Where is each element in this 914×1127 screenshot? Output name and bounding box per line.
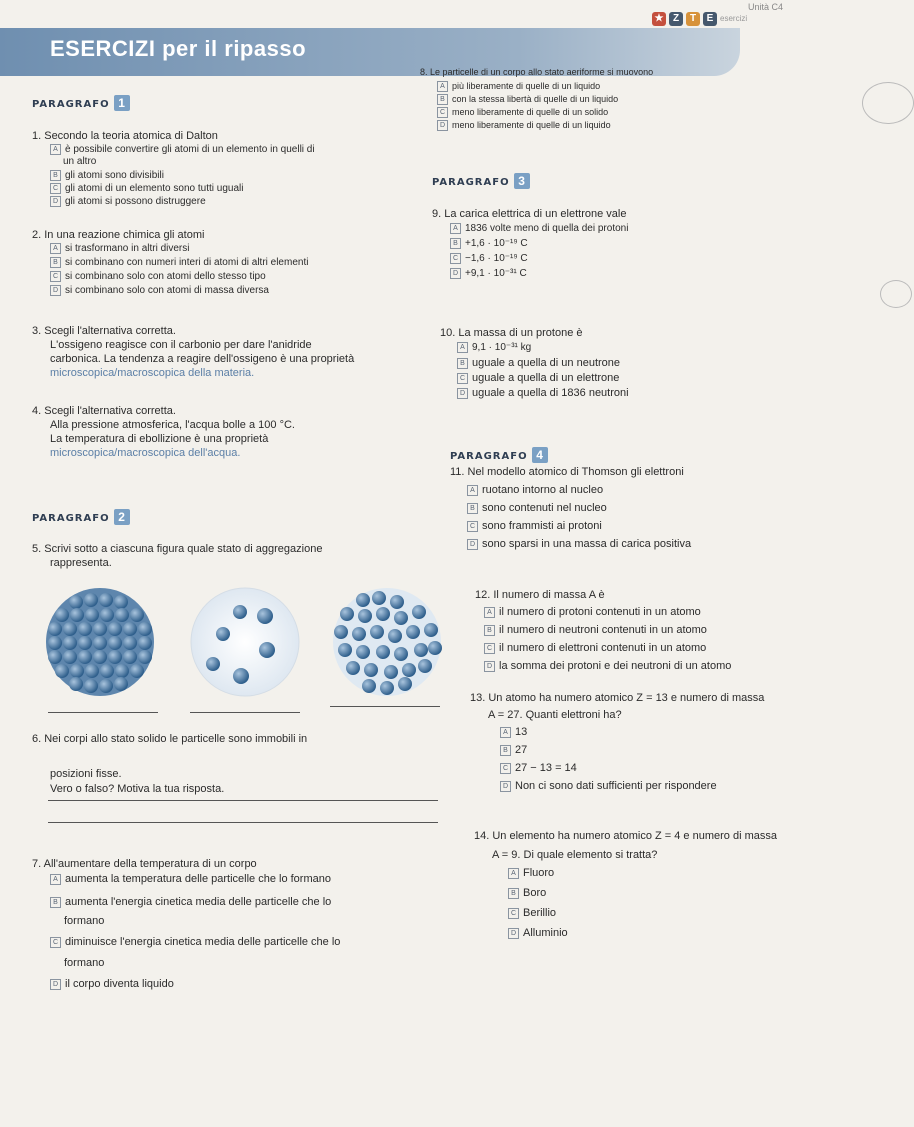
e-badge: E <box>703 12 717 26</box>
q14-option-c[interactable]: C Berillio <box>508 907 556 919</box>
states-figures <box>45 586 445 698</box>
q1-option-b[interactable]: B gli atomi sono divisibili <box>50 170 164 182</box>
gas-figure <box>191 588 299 696</box>
q8-option-c[interactable]: C meno liberamente di quelle di un solido <box>437 106 608 118</box>
q14-option-b[interactable]: B Boro <box>508 887 546 899</box>
q1-option-d[interactable]: D gli atomi si possono distruggere <box>50 196 206 208</box>
question-13: 13. Un atomo ha numero atomico Z = 13 e numero di massa <box>470 692 765 704</box>
q10-option-b[interactable]: B uguale a quella di un neutrone <box>457 357 620 369</box>
q7-option-c-cont: formano <box>64 957 105 969</box>
badges-tail: esercizi <box>720 14 748 23</box>
q13-line-2: A = 27. Quanti elettroni ha? <box>488 709 622 721</box>
q8-option-b[interactable]: B con la stessa libertà di quelle di un liquido <box>437 93 618 105</box>
q2-option-d[interactable]: D si combinano solo con atomi di massa diversa <box>50 285 269 297</box>
q4-line-1: Alla pressione atmosferica, l'acqua bolle a 100 °C. <box>50 419 295 431</box>
star-badge: ★ <box>652 12 666 26</box>
option-letter: A <box>50 144 61 155</box>
q10-option-c[interactable]: C uguale a quella di un elettrone <box>457 372 619 384</box>
question-1: 1. Secondo la teoria atomica di Dalton <box>32 130 218 142</box>
q3-choice[interactable]: microscopica/macroscopica della materia. <box>50 367 255 379</box>
question-5: 5. Scrivi sotto a ciascuna figura quale stato di aggregazione <box>32 543 323 555</box>
page-title: ESERCIZI per il ripasso <box>50 36 307 61</box>
q4-line-2: La temperatura di ebollizione è una proprietà <box>50 433 269 445</box>
q9-option-d[interactable]: D +9,1 · 10⁻³¹ C <box>450 268 527 280</box>
section-heading-1 <box>32 94 130 112</box>
q14-line-2: A = 9. Di quale elemento si tratta? <box>492 849 658 861</box>
q10-option-a[interactable]: A 9,1 · 10⁻³¹ kg <box>457 342 531 354</box>
badge-strip <box>652 12 717 26</box>
section-label: PARAGRAFO <box>32 99 110 110</box>
answer-line-liquid[interactable] <box>330 706 440 707</box>
q1-option-a-cont: un altro <box>63 156 97 167</box>
q7-option-a[interactable]: A aumenta la temperatura delle particelle che lo formano <box>50 873 331 885</box>
q2-option-c[interactable]: C si combinano solo con atomi dello stesso tipo <box>50 271 266 283</box>
q12-option-d[interactable]: D la somma dei protoni e dei neutroni di un atomo <box>484 660 731 672</box>
question-9: 9. La carica elettrica di un elettrone vale <box>432 208 627 220</box>
q3-line-1: L'ossigeno reagisce con il carbonio per dare l'anidride <box>50 339 312 351</box>
q14-option-a[interactable]: A Fluoro <box>508 867 554 879</box>
question-6: 6. Nei corpi allo stato solido le particelle sono immobili in <box>32 733 308 745</box>
q7-option-b-cont: formano <box>64 915 105 927</box>
t-badge: T <box>686 12 700 26</box>
section-number: 1 <box>114 95 130 111</box>
q5-line-2: rappresenta. <box>50 557 112 569</box>
answer-line-q6-1[interactable] <box>48 800 438 801</box>
q10-option-d[interactable]: D uguale a quella di 1836 neutroni <box>457 387 629 399</box>
question-8: 8. Le particelle di un corpo allo stato aeriforme si muovono <box>420 67 654 77</box>
answer-line-solid[interactable] <box>48 712 158 713</box>
q4-choice[interactable]: microscopica/macroscopica dell'acqua. <box>50 447 241 459</box>
q11-option-a[interactable]: A ruotano intorno al nucleo <box>467 484 603 496</box>
q1-option-c[interactable]: C gli atomi di un elemento sono tutti uguali <box>50 183 243 195</box>
q11-option-d[interactable]: D sono sparsi in una massa di carica positiva <box>467 538 691 550</box>
liquid-figure <box>333 588 442 696</box>
margin-deco <box>862 82 914 124</box>
q3-line-2: carbonica. La tendenza a reagire dell'ossigeno è una proprietà <box>50 353 355 365</box>
question-4: 4. Scegli l'alternativa corretta. <box>32 405 176 417</box>
question-11: 11. Nel modello atomico di Thomson gli elettroni <box>450 466 684 478</box>
q2-option-a[interactable]: A si trasformano in altri diversi <box>50 243 189 255</box>
margin-deco <box>880 280 912 308</box>
q12-option-a[interactable]: A il numero di protoni contenuti in un atomo <box>484 606 701 618</box>
question-7: 7. All'aumentare della temperatura di un corpo <box>32 858 257 870</box>
q6-line-2: posizioni fisse. <box>50 768 122 780</box>
q9-option-b[interactable]: B +1,6 · 10⁻¹⁹ C <box>450 238 528 250</box>
q12-option-c[interactable]: C il numero di elettroni contenuti in un atomo <box>484 642 706 654</box>
q11-option-c[interactable]: C sono frammisti ai protoni <box>467 520 602 532</box>
q7-option-d[interactable]: D il corpo diventa liquido <box>50 978 174 990</box>
q8-option-d[interactable]: D meno liberamente di quelle di un liquido <box>437 119 611 131</box>
question-12: 12. Il numero di massa A è <box>475 589 605 601</box>
answer-line-q6-2[interactable] <box>48 822 438 823</box>
q6-line-3: Vero o falso? Motiva la tua risposta. <box>50 783 225 795</box>
solid-figure <box>46 588 154 696</box>
unit-label: Unità C4 <box>748 2 784 12</box>
question-2: 2. In una reazione chimica gli atomi <box>32 229 205 241</box>
q14-option-d[interactable]: D Alluminio <box>508 927 568 939</box>
q13-option-c[interactable]: C 27 − 13 = 14 <box>500 762 577 774</box>
q9-option-c[interactable]: C −1,6 · 10⁻¹⁹ C <box>450 253 528 265</box>
q7-option-b[interactable]: B aumenta l'energia cinetica media delle particelle che lo <box>50 896 331 908</box>
q9-option-a[interactable]: A 1836 volte meno di quella dei protoni <box>450 223 628 235</box>
q1-option-a[interactable]: A è possibile convertire gli atomi di un elemento in quelli di <box>50 144 315 156</box>
q2-option-b[interactable]: B si combinano con numeri interi di atomi di altri elementi <box>50 257 308 269</box>
q7-option-c[interactable]: C diminuisce l'energia cinetica media delle particelle che lo <box>50 936 340 948</box>
q13-option-d[interactable]: D Non ci sono dati sufficienti per rispondere <box>500 780 717 792</box>
section-heading-2: PARAGRAFO 2 <box>32 508 130 526</box>
z-badge: Z <box>669 12 683 26</box>
q12-option-b[interactable]: B il numero di neutroni contenuti in un atomo <box>484 624 707 636</box>
q11-option-b[interactable]: B sono contenuti nel nucleo <box>467 502 607 514</box>
question-14: 14. Un elemento ha numero atomico Z = 4 e numero di massa <box>474 830 777 842</box>
q8-option-a[interactable]: A più liberamente di quelle di un liquido <box>437 80 600 92</box>
question-3: 3. Scegli l'alternativa corretta. <box>32 325 176 337</box>
section-heading-3: PARAGRAFO 3 <box>432 172 530 190</box>
q13-option-b[interactable]: B 27 <box>500 744 527 756</box>
answer-line-gas[interactable] <box>190 712 300 713</box>
section-heading-4: PARAGRAFO 4 <box>450 446 548 464</box>
q13-option-a[interactable]: A 13 <box>500 726 527 738</box>
question-10: 10. La massa di un protone è <box>440 327 583 339</box>
